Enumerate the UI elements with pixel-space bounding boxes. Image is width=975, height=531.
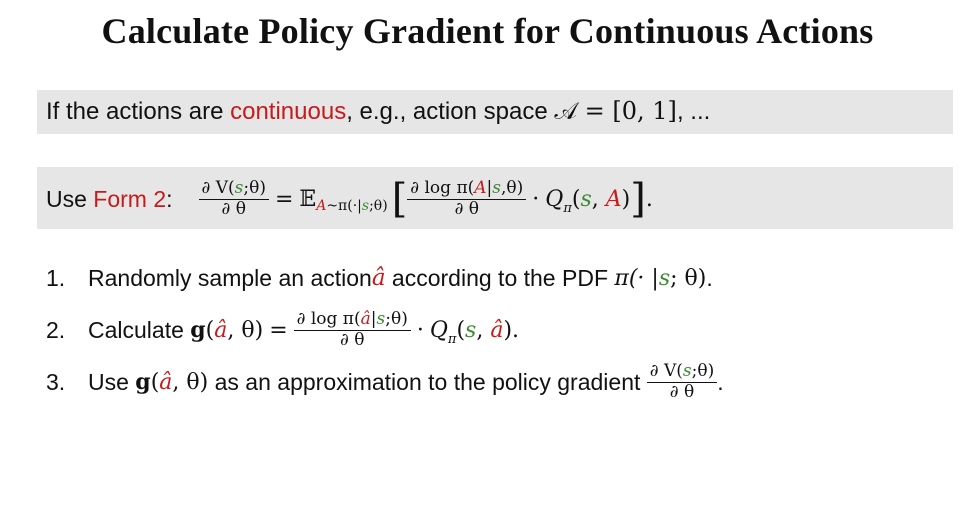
equals-sign: = bbox=[274, 186, 294, 212]
item2-q-function: $Q_\pi(s$, â) bbox=[429, 317, 513, 347]
intro-ellipsis: , ... bbox=[676, 98, 711, 125]
lhs-fraction: $\frac{\partial V(s;\theta)}{\partial \theta}$ bbox=[199, 179, 269, 219]
intro-line bbox=[46, 97, 710, 126]
item3-fraction: $\frac{\partial V(s;\theta)}{\partial \theta}$ bbox=[647, 362, 717, 402]
bracket-open: [ bbox=[391, 176, 408, 222]
steps-list bbox=[46, 252, 724, 408]
bracket-close: ] bbox=[630, 176, 646, 222]
g-estimate: g(â, θ) bbox=[190, 317, 264, 343]
intro-text-2: , e.g., action space bbox=[346, 98, 555, 125]
form2-equation bbox=[46, 172, 653, 226]
action-space-math: 𝒜 = [0, 1] bbox=[554, 97, 677, 125]
item2-fraction: $\frac{\text{∂ log π(â|s;θ)}}{\partial \theta}$ bbox=[294, 310, 411, 350]
continuous-keyword: continuous bbox=[230, 98, 347, 125]
slide-title: Calculate Policy Gradient for Continuous Actions bbox=[101, 11, 874, 51]
g-estimate: g(â, θ) bbox=[135, 369, 209, 395]
pdf-math: π(· |s; θ) bbox=[614, 265, 707, 291]
expectation-symbol: 𝔼 bbox=[299, 186, 317, 212]
inner-fraction: $\frac{\text{∂ log π(A|s,θ)}}{\partial \theta}$ bbox=[407, 179, 526, 219]
action-hat: â bbox=[371, 265, 386, 291]
form2-period: . bbox=[645, 186, 653, 212]
q-function: $Q_\pi(s$, A) bbox=[545, 186, 631, 216]
intro-text: If the actions are bbox=[46, 98, 231, 125]
list-item: 3. Use g(â, θ) as an approximation to the policy gradient $\frac{\partial V(s;\theta)}{\partial \theta}$ . bbox=[46, 360, 724, 402]
expectation-subscript: A~π(·|s;θ) bbox=[316, 198, 388, 214]
dot-operator: · bbox=[532, 186, 540, 212]
list-item: 1. Randomly sample an action â according to the PDF π(· |s; θ) . bbox=[46, 264, 713, 291]
form2-keyword: Form 2 bbox=[93, 185, 167, 212]
item-number: 2. bbox=[46, 316, 66, 343]
form2-label: Use Form 2: bbox=[46, 185, 173, 212]
item-number: 1. bbox=[46, 264, 66, 291]
list-item: 2. Calculate g(â, θ) = $\frac{\text{∂ log π(â|s;θ)}}{\partial \theta}$ · $Q_\pi(s$, â) . bbox=[46, 308, 520, 350]
item-number: 3. bbox=[46, 368, 66, 395]
